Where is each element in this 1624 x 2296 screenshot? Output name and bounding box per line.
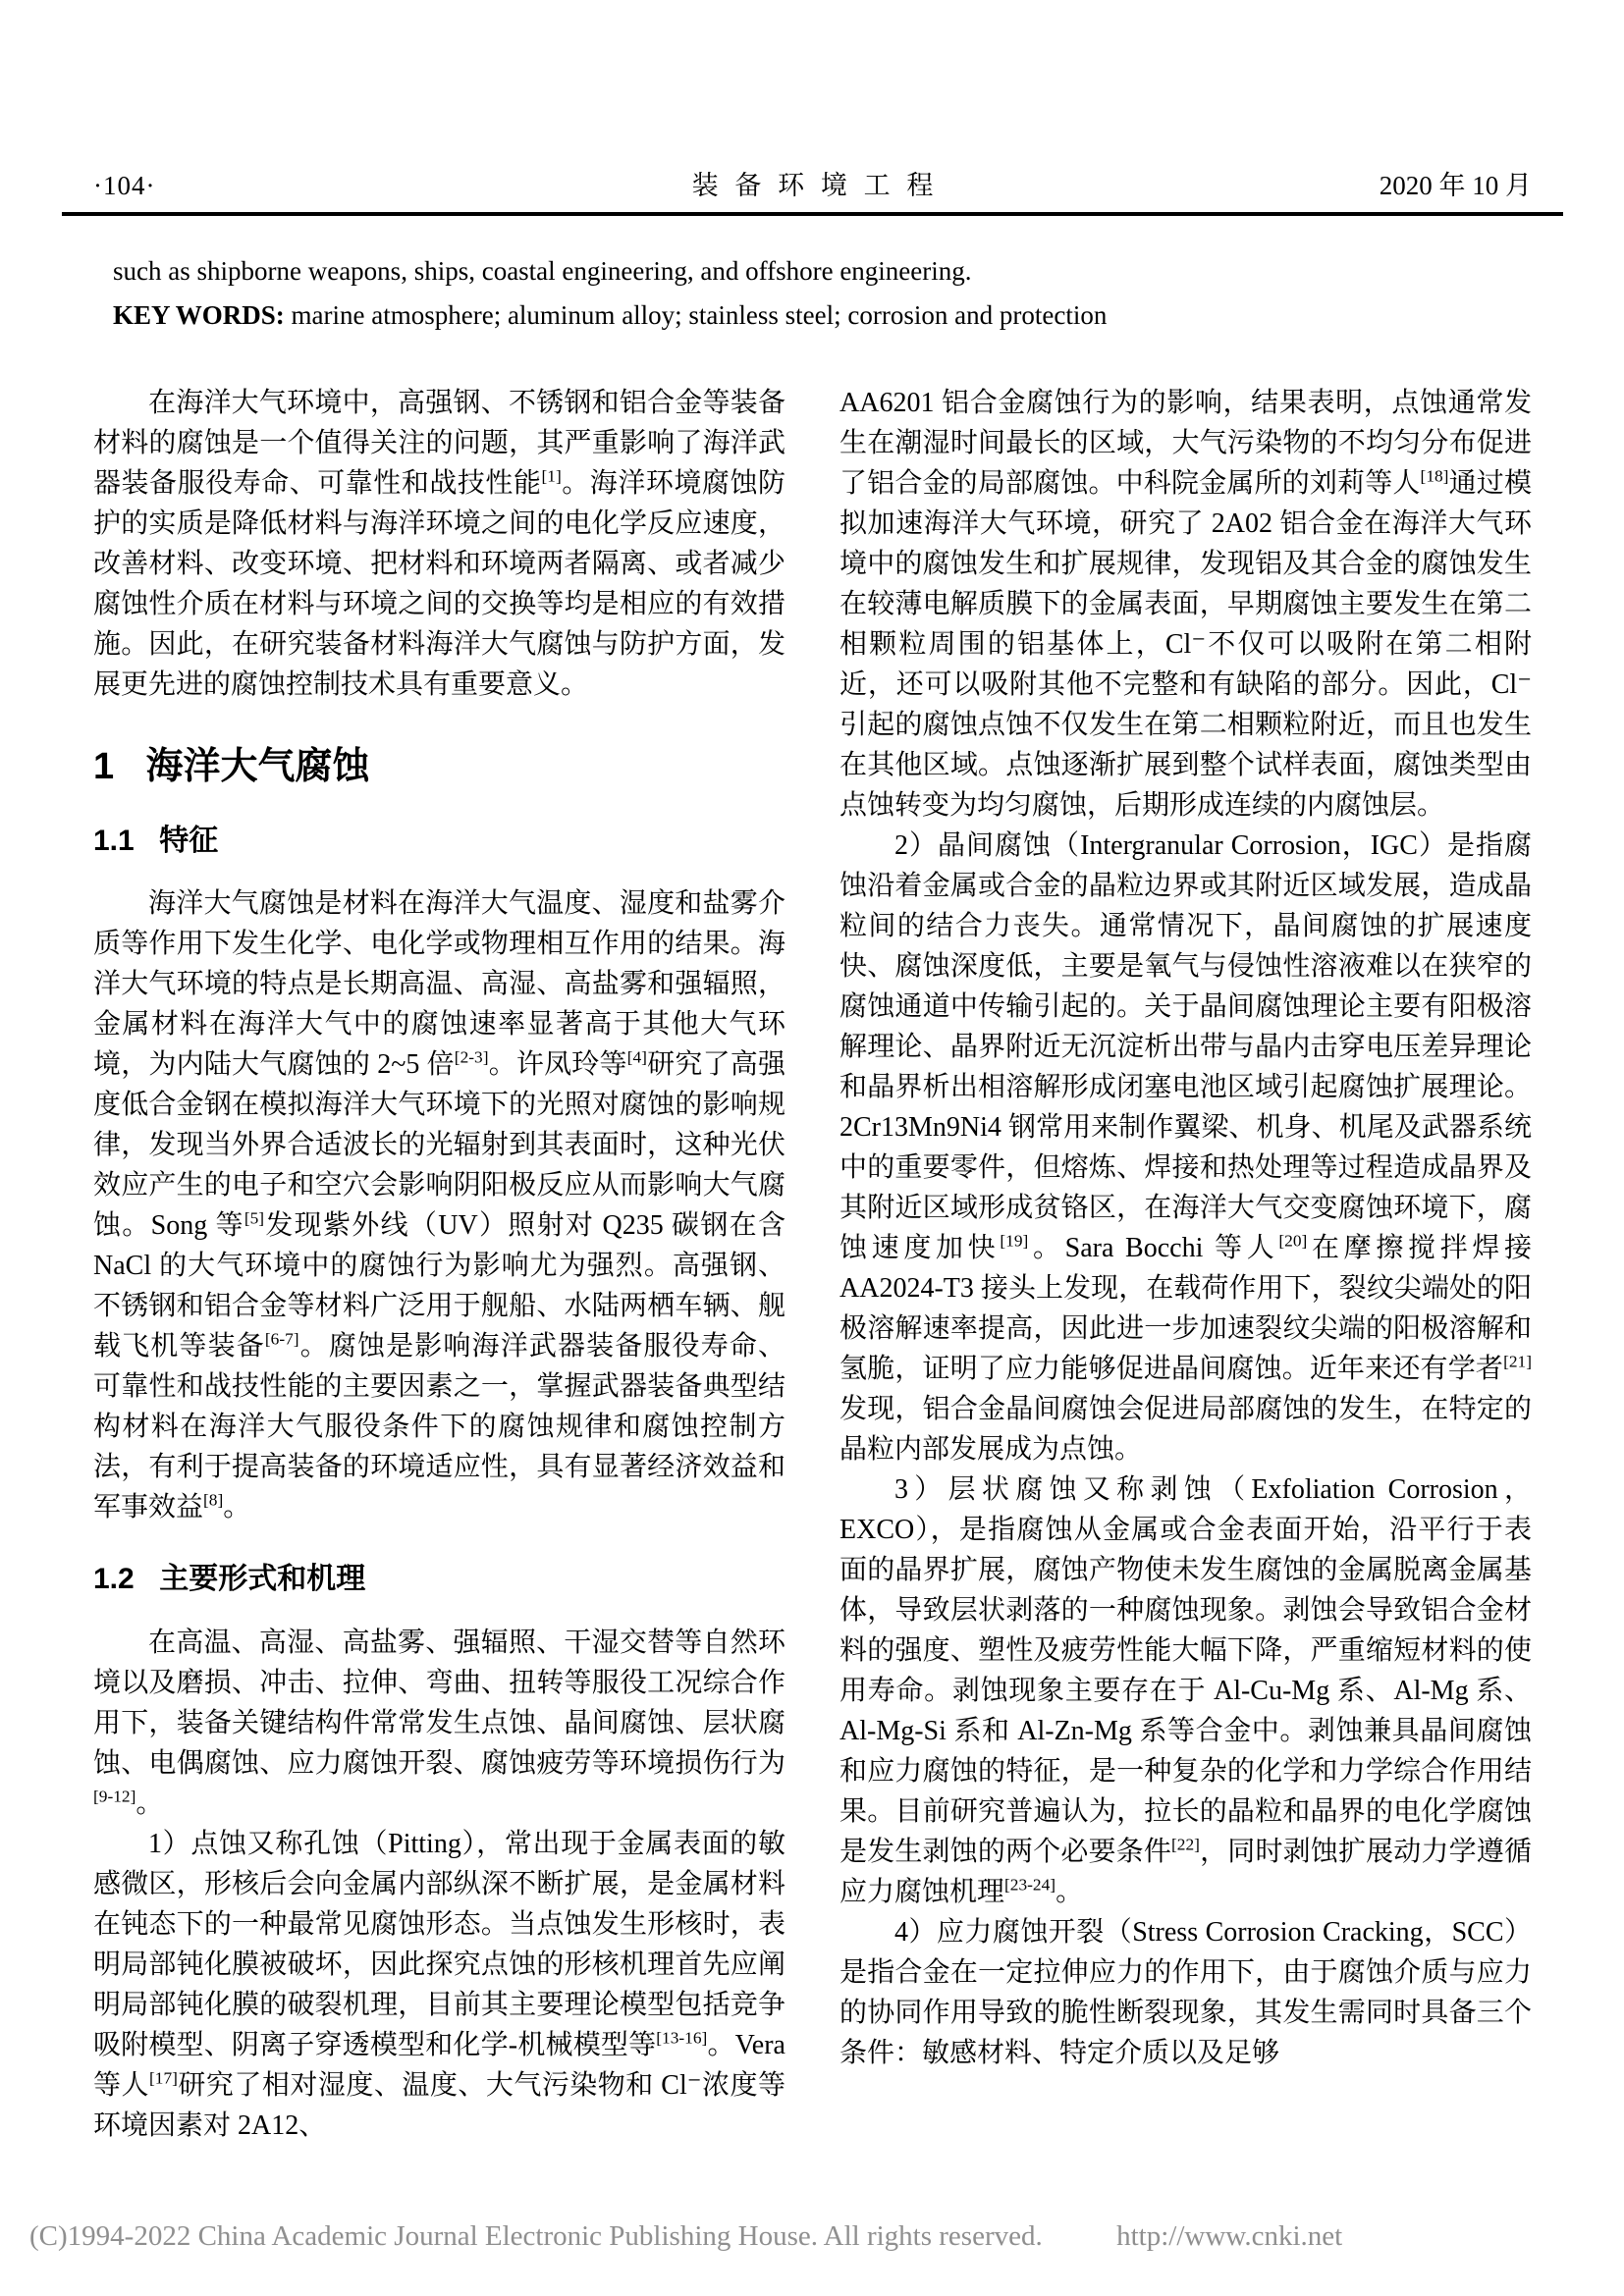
header-rule [62,212,1563,216]
reference-marker: [1] [541,466,562,486]
reference-marker: [18] [1420,466,1449,486]
page-number: ·104· [93,171,156,200]
reference-marker: [5] [244,1208,265,1228]
issue-date: 2020 年 10 月 [1379,171,1532,200]
heading-title: 海洋大气腐蚀 [145,746,370,787]
reference-marker: [4] [626,1047,647,1067]
keywords-text: marine atmosphere; aluminum alloy; stainless steel; corrosion and protection [291,300,1108,330]
reference-marker: [17] [149,2068,178,2088]
subsection-heading [93,1563,785,1597]
paragraph: 海洋大气腐蚀是材料在海洋大气温度、湿度和盐雾介质等作用下发生化学、电化学或物理相互作用的结果。海洋大气环境的特点是长期高温、高湿、高盐雾和强辐照，金属材料在海洋大气中的腐蚀速率显著高于其他大气环境，为内陆大气腐蚀的 2~5 倍[2-3]。许凤玲等[4]研究了高强度低合金钢在模拟海洋大气环境下的光照对腐蚀的影响规律，发现当外界合适波长的光辐射到其表面时，这种光伏效应产生的电子和空穴会影响阴阳极反应从而影响大气腐蚀。Song 等[5]发现紫外线（UV）照射对 Q235 碳钢在含 NaCl 的大气环境中的腐蚀行为影响尤为强烈。高强钢、不锈钢和铝合金等材料广泛用于舰船、水陆两栖车辆、舰载飞机等装备[6-7]。腐蚀是影响海洋武器装备服役寿命、可靠性和战技性能的主要因素之一，掌握武器装备典型结构材料在海洋大气服役条件下的腐蚀规律和腐蚀控制方法，有利于提高装备的环境适应性，具有显著经济效益和军事效益[8]。 [93,888,785,1523]
section-heading [93,746,785,789]
heading-number: 1.1 [93,824,135,857]
abstract-english-tail: such as shipborne weapons, ships, coastal engineering, and offshore engineering. [113,256,972,286]
reference-marker: [19] [1000,1231,1029,1251]
subsection-heading [93,825,785,859]
left-column [93,383,785,2146]
paragraph: AA6201 铝合金腐蚀行为的影响，结果表明，点蚀通常发生在潮湿时间最长的区域，大气污染物的不均匀分布促进了铝合金的局部腐蚀。中科院金属所的刘莉等人[18]通过模拟加速海洋大气环境，研究了 2A02 铝合金在海洋大气环境中的腐蚀发生和扩展规律，发现铝及其合金的腐蚀发生在较薄电解质膜下的金属表面，早期腐蚀主要发生在第二相颗粒周围的铝基体上，Cl⁻不仅可以吸附在第二相附近，还可以吸附其他不完整和有缺陷的部分。因此，Cl⁻引起的腐蚀点蚀不仅发生在第二相颗粒附近，而且也发生在其他区域。点蚀逐渐扩展到整个试样表面，腐蚀类型由点蚀转变为均匀腐蚀，后期形成连续的内腐蚀层。 [839,388,1532,821]
article-body [93,383,1532,2146]
keywords-label: KEY WORDS: [113,300,292,330]
heading-number: 1.2 [93,1563,135,1596]
paragraph: 4）应力腐蚀开裂（Stress Corrosion Cracking，SCC）是指合金在一定拉伸应力的作用下，由于腐蚀介质与应力的协同作用导致的脆性断裂现象，其发生需同时具备三个条件：敏感材料、特定介质以及足够 [839,1917,1532,2068]
reference-marker: [2-3] [454,1047,489,1067]
copyright-text: (C)1994-2022 China Academic Journal Electronic Publishing House. All rights reserved. [29,2220,1043,2252]
reference-marker: [6-7] [264,1329,299,1349]
paragraph: 在高温、高湿、高盐雾、强辐照、干湿交替等自然环境以及磨损、冲击、拉伸、弯曲、扭转等服役工况综合作用下，装备关键结构件常常发生点蚀、晶间腐蚀、层状腐蚀、电偶腐蚀、应力腐蚀开裂、腐蚀疲劳等环境损伤行为[9-12]。 [93,1627,785,1819]
journal-title: 装备环境工程 [691,171,950,200]
paragraph: 在海洋大气环境中，高强钢、不锈钢和铝合金等装备材料的腐蚀是一个值得关注的问题，其严重影响了海洋武器装备服役寿命、可靠性和战技性能[1]。海洋环境腐蚀防护的实质是降低材料与海洋环境之间的电化学反应速度，改善材料、改变环境、把材料和环境两者隔离、或者减少腐蚀性介质在材料与环境之间的交换等均是相应的有效措施。因此，在研究装备材料海洋大气腐蚀与防护方面，发展更先进的腐蚀控制技术具有重要意义。 [93,388,785,700]
right-column [839,383,1532,2146]
heading-title: 特征 [159,824,219,857]
reference-marker: [20] [1278,1231,1308,1251]
heading-number: 1 [93,746,115,787]
paragraph: 3）层状腐蚀又称剥蚀（Exfoliation Corrosion，EXCO），是指腐蚀从金属或合金表面开始，沿平行于表面的晶界扩展，腐蚀产物使未发生腐蚀的金属脱离金属基体，导致层状剥落的一种腐蚀现象。剥蚀会导致铝合金材料的强度、塑性及疲劳性能大幅下降，严重缩短材料的使用寿命。剥蚀现象主要存在于 Al-Cu-Mg 系、Al-Mg 系、Al-Mg-Si 系和 Al-Zn-Mg 系等合金中。剥蚀兼具晶间腐蚀和应力腐蚀的特征，是一种复杂的化学和力学综合作用结果。目前研究普遍认为，拉长的晶粒和晶界的电化学腐蚀是发生剥蚀的两个必要条件[22]，同时剥蚀扩展动力学遵循应力腐蚀机理[23-24]。 [839,1474,1532,1907]
reference-marker: [8] [203,1490,224,1510]
paragraph: 1）点蚀又称孔蚀（Pitting），常出现于金属表面的敏感微区，形核后会向金属内部纵深不断扩展，是金属材料在钝态下的一种最常见腐蚀形态。当点蚀发生形核时，表明局部钝化膜被破坏，因此探究点蚀的形核机理首先应阐明局部钝化膜的破裂机理，目前其主要理论模型包括竞争吸附模型、阴离子穿透模型和化学-机械模型等[13-16]。Vera 等人[17]研究了相对湿度、温度、大气污染物和 Cl⁻浓度等环境因素对 2A12、 [93,1828,785,2141]
reference-marker: [23-24] [1004,1875,1056,1895]
keywords-line [113,294,1532,338]
paragraph: 2）晶间腐蚀（Intergranular Corrosion，IGC）是指腐蚀沿着金属或合金的晶粒边界或其附近区域发展，造成晶粒间的结合力丧失。通常情况下，晶间腐蚀的扩展速度快、腐蚀深度低，主要是氧气与侵蚀性溶液难以在狭窄的腐蚀通道中传输引起的。关于晶间腐蚀理论主要有阳极溶解理论、晶界附近无沉淀析出带与晶内击穿电压差异理论和晶界析出相溶解形成闭塞电池区域引起腐蚀扩展理论。2Cr13Mn9Ni4 钢常用来制作翼梁、机身、机尾及武器系统中的重要零件，但熔炼、焊接和热处理等过程造成晶界及其附近区域形成贫铬区，在海洋大气交变腐蚀环境下，腐蚀速度加快[19]。Sara Bocchi 等人[20]在摩擦搅拌焊接 AA2024-T3 接头上发现，在载荷作用下，裂纹尖端处的阳极溶解速率提高，因此进一步加速裂纹尖端的阳极溶解和氢脆，证明了应力能够促进晶间腐蚀。近年来还有学者[21]发现，铝合金晶间腐蚀会促进局部腐蚀的发生，在特定的晶粒内部发展成为点蚀。 [839,830,1532,1465]
page-footer [29,2219,1600,2253]
heading-title: 主要形式和机理 [159,1563,366,1596]
reference-marker: [22] [1171,1835,1200,1854]
running-head [93,169,1532,202]
reference-marker: [21] [1503,1352,1532,1371]
reference-marker: [9-12] [93,1787,136,1806]
abstract-block [113,249,1532,338]
reference-marker: [13-16] [656,2028,708,2048]
cnki-link[interactable]: http://www.cnki.net [1116,2220,1343,2252]
